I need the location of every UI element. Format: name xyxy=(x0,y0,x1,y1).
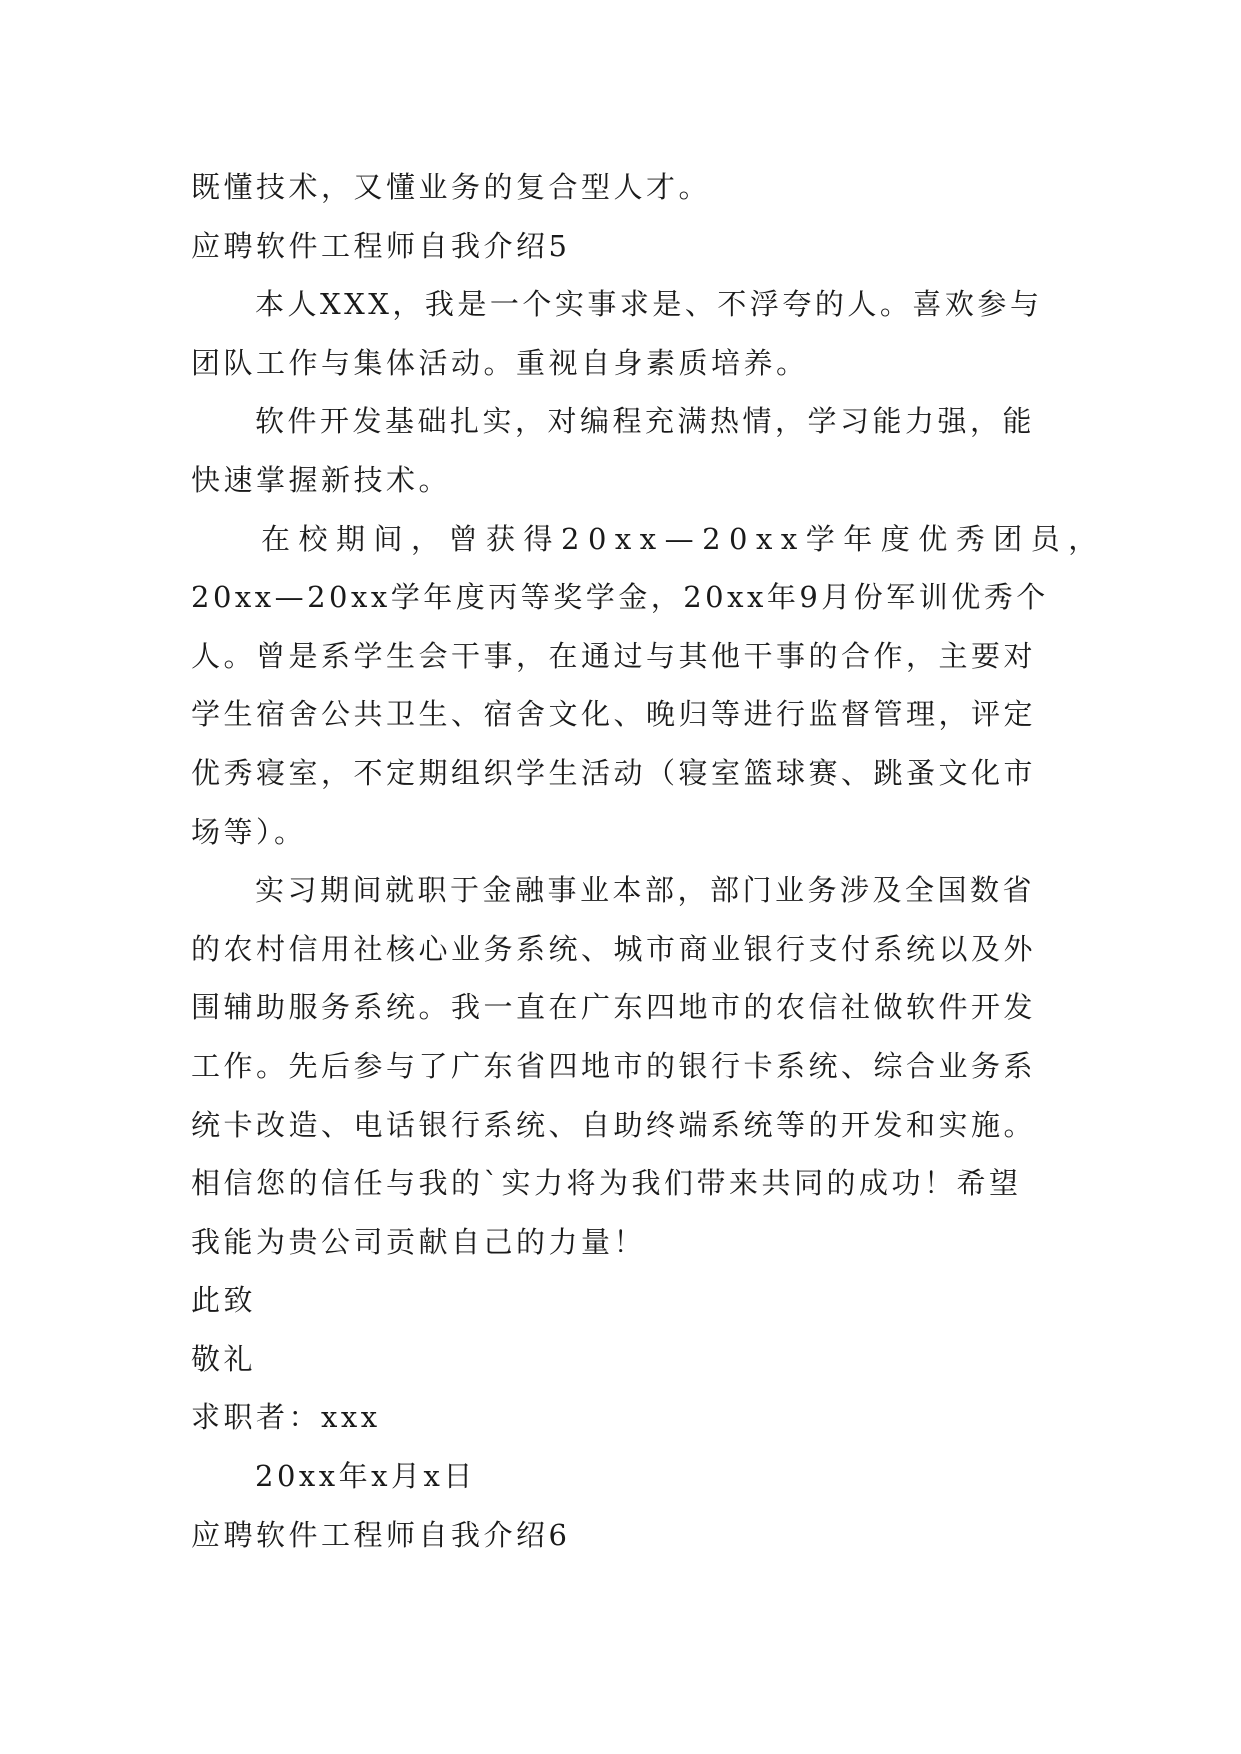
signature-date: 20xx年x月x日 xyxy=(255,1459,476,1494)
section-heading: 应聘软件工程师自我介绍5 xyxy=(191,228,571,263)
paragraph-line: 优秀寝室，不定期组织学生活动（寝室篮球赛、跳蚤文化市 xyxy=(191,755,1037,790)
paragraph-line: 场等）。 xyxy=(191,814,307,849)
paragraph-line: 的农村信用社核心业务系统、城市商业银行支付系统以及外 xyxy=(191,931,1037,966)
applicant-signature: 求职者：xxx xyxy=(191,1400,381,1435)
paragraph-line: 实习期间就职于金融事业本部，部门业务涉及全国数省 xyxy=(255,873,1036,908)
paragraph-line: 软件开发基础扎实，对编程充满热情，学习能力强，能 xyxy=(255,404,1036,439)
paragraph-line: 快速掌握新技术。 xyxy=(191,462,452,497)
paragraph-line: 相信您的信任与我的`实力将为我们带来共同的成功！希望 xyxy=(191,1166,1022,1201)
paragraph-line: 统卡改造、电话银行系统、自助终端系统等的开发和实施。 xyxy=(191,1107,1037,1142)
paragraph-line: 既懂技术，又懂业务的复合型人才。 xyxy=(191,170,712,204)
paragraph-line: 20xx—20xx学年度丙等奖学金，20xx年9月份军训优秀个 xyxy=(191,580,1049,615)
closing-salutation: 此致 xyxy=(191,1283,257,1318)
paragraph-line: 人。曾是系学生会干事，在通过与其他干事的合作，主要对 xyxy=(191,638,1037,673)
section-heading: 应聘软件工程师自我介绍6 xyxy=(191,1517,571,1552)
closing-regards: 敬礼 xyxy=(191,1341,257,1376)
paragraph-line: 工作。先后参与了广东省四地市的银行卡系统、综合业务系 xyxy=(191,1048,1037,1083)
paragraph-line: 在校期间，曾获得20xx—20xx学年度优秀团员， xyxy=(261,521,1106,556)
document-body xyxy=(191,158,1106,1564)
paragraph-line: 我能为贵公司贡献自己的力量！ xyxy=(191,1224,647,1259)
paragraph-line: 团队工作与集体活动。重视自身素质培养。 xyxy=(191,345,809,380)
paragraph-line: 学生宿舍公共卫生、宿舍文化、晚归等进行监督管理，评定 xyxy=(191,697,1037,732)
paragraph-line: 本人XXX，我是一个实事求是、不浮夸的人。喜欢参与 xyxy=(255,287,1043,322)
paragraph-line: 围辅助服务系统。我一直在广东四地市的农信社做软件开发 xyxy=(191,990,1037,1025)
